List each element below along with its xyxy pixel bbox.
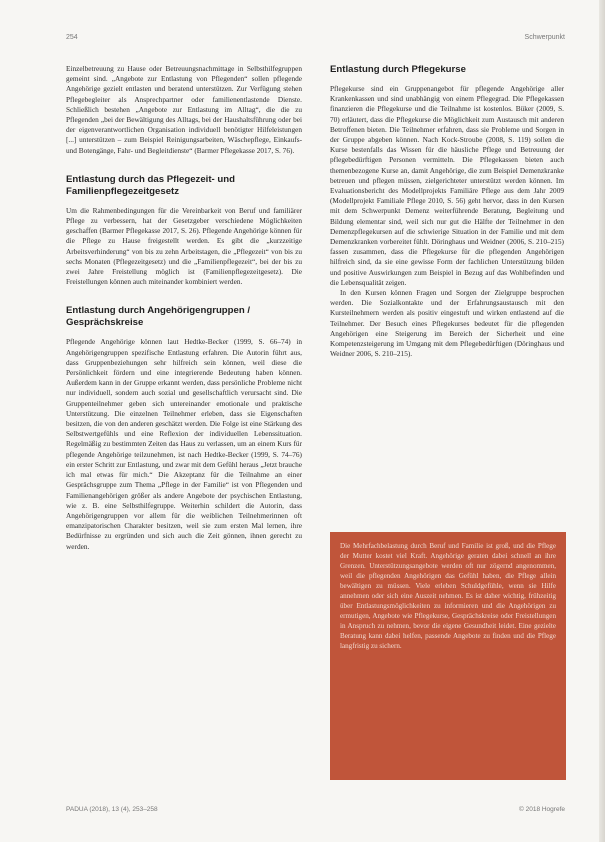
right-column (330, 64, 564, 359)
page-header (66, 34, 565, 46)
heading-angehoerigengruppen: Entlastung durch Angehörigengruppen / Gesprächskreise (66, 305, 251, 329)
heading-pflegekurse: Entlastung durch Pflegekurse (330, 64, 466, 75)
paragraph-pflegezeitgesetz: Um die Rahmenbedingungen für die Vereinbarkeit von Beruf und familiärer Pflege zu verbessern, hat der Gesetzgeber verschiedene Möglichkeiten geschaffen (Barmer Pflegekasse 2017, S. 26). Pflegende Angehörige können für die Pflege zu Hause freigestellt werden. Es gibt die „kurzzeitige Arbeitsverhinderung“ von bis zu zehn Arbeitstagen, die „Pflegezeit“ von bis zu sechs Monaten (Pflegezeitgesetz) und die „Familienpflegezeit“, bei der bis zu zwei Jahre Freistellung möglich ist (Familienpflegezeitgesetz). Die Freistellungen können auch miteinander kombiniert werden. (66, 205, 302, 287)
section-label: Schwerpunkt (524, 34, 565, 41)
left-column (66, 64, 302, 552)
intro-paragraph: Einzelbetreuung zu Hause oder Betreuungsnachmittage in Selbsthilfegruppen gemeint sind. „Angebote zur Entlastung von Pflegenden“ sollen pflegende Angehörige gezielt entlasten und beratend unterstützen. Zur Verfügung stehen Pflegebegleiter als Ansprechpartner oder familienentlastende Dienste. Schließlich bestehen „Angebote zur Entlastung im Alltag“, die die zu Pflegenden „bei der Bewältigung des Alltags, bei der Haushaltsführung oder bei der eigenverantwortlichen Organisation individuell benötigter Hilfeleistungen [...] unterstützen – zum Beispiel Reinigungsarbeiten, Wäschepflege, Einkaufs- und Botengänge, Fahr- und Begleitdienste“ (Barmer Pflegekasse 2017, S. 76). (66, 64, 302, 155)
callout-box (330, 532, 566, 780)
paragraph-angehoerigengruppen: Pflegende Angehörige können laut Hedtke-Becker (1999, S. 66–74) in Angehörigengruppen spezifische Entlastung erfahren. Die Autorin führt aus, dass Gruppenbeziehungen sehr hilfreich sein können, weil diese die Persönlichkeit fördern und eine integrierende Bedeutung haben können. Außerdem kann in der Gruppe erkannt werden, dass persönliche Probleme nicht nur individuell, sondern auch sozial und gesellschaftlich verursacht sind. Die Gruppenteilnehmer geben sich untereinander emotionale und praktische Unterstützung. Die einzelnen Teilnehmer erleben, dass sie Eigenschaften besitzen, die von den anderen geschätzt werden. Die Folge ist eine Stärkung des Selbstwertgefühls und eine Reflexion der individuellen Lebenssituation. Regelmäßig zu bestimmten Zeiten das Haus zu verlassen, um an einem Kurs für pflegende Angehörige teilzunehmen, ist nach Hedtke-Becker (1999, S. 74–76) ein erster Schritt zur Entlastung, und zwar mit dem Gefühl heraus „Jetzt brauche ich mal etwas für mich.“ Die Akzeptanz für die Teilnahme an einer Gesprächsgruppe zum Thema „Pflege in der Familie“ ist von Pflegenden und Familienangehörigen größer als andere Angebote der psychischen Entlastung, wie z. B. eine Selbsthilfegruppe. Weiterhin schildert die Autorin, dass Angehörigengruppen vor allem für die weiblichen Teilnehmerinnen oft emanzipatorischen Charakter besitzen, weil sie zum ersten Mal lernen, ihre Bedürfnisse zu ergründen und sich auch die Zeit gönnen, ihnen gerecht zu werden. (66, 337, 302, 551)
page-edge-shadow (599, 0, 605, 842)
page-number: 254 (66, 34, 78, 41)
heading-pflegezeitgesetz: Entlastung durch das Pflegezeit- und Familienpflegezeitgesetz (66, 173, 235, 197)
footer-citation: PADUA (2018), 13 (4), 253–258 (66, 806, 158, 813)
paragraph-pflegekurse-1: Pflegekurse sind ein Gruppenangebot für pflegende Angehörige aller Krankenkassen und sind unabhängig von einem Pflegegrad. Die Pflegekassen finanzieren die Pflegekurse und die Teilnahme ist kostenlos. Büker (2009, S. 70) erläutert, dass die Pflegekurse die Möglichkeit zum Austausch mit anderen Betroffenen bieten. Die Teilnehmer erfahren, dass sie Probleme und Sorgen in der Gruppe abgeben können. Nach Kock-Stroube (2008, S. 119) sollen die Kurse bestenfalls das Wissen für die häusliche Pflege und Betreuung der pflegebedürftigen Personen vermitteln. Die Pflegekassen bieten auch themenbezogene Kurse an, damit Angehörige, die zum Beispiel Demenzkranke betreuen und pflegen müssen, zielgerichteter unterstützt werden können. Im Evaluationsbericht des Modellprojekts Familiäre Pflege aus dem Jahr 2009 (Modellprojekt Familiale Pflege 2010, S. 56) geht hervor, dass in den Kursen mit dem Schwerpunkt Demenz weiterführende Beratung, Begleitung und Bildung elementar sind, weil sich nur gut die Hälfte der Teilnehmer in den Demenzpflegekursen auf die schwierige Situation in der Familie und mit dem Demenzkranken vorbereitet fühlt. Döringhaus und Weidner (2006, S. 210–215) fassen zusammen, dass die Pflegekurse für die pflegenden Angehörigen hilfreich sind, da sie eine gewisse Form der fachlichen Unterstützung bilden und positive Auswirkungen zum Beispiel in Bezug auf das Wohlbefinden und die Lebensqualität zeigen. (330, 84, 564, 287)
paragraph-pflegekurse-2: In den Kursen können Fragen und Sorgen der Zielgruppe besprochen werden. Die Sozialkontakte und der Erfahrungsaustausch mit den Kursteilnehmern werden als positiv eingestuft und wirken entlastend auf die Teilnehmer. Der Besuch eines Pflegekurses bedeutet für die pflegenden Angehörigen eine Steigerung im Bereich der Sicherheit und eine Kompetenzsteigerung im Umgang mit dem Pflegebedürftigen (Döringhaus und Weidner 2006, S. 210–215). (330, 288, 564, 359)
callout-text: Die Mehrfachbelastung durch Beruf und Familie ist groß, und die Pflege der Mutter kostet viel Kraft. Angehörige geraten dabei schnell an ihre Grenzen. Unterstützungsangebote werden oft nur zögernd angenommen, weil die pflegenden Angehörigen das Gefühl haben, die Pflege allein bewältigen zu müssen. Viele erleben Schuldgefühle, wenn sie Hilfe annehmen oder sich eine Auszeit nehmen. Es ist daher wichtig, frühzeitig über Entlastungsmöglichkeiten zu informieren und die Angehörigen zu ermutigen, Angebote wie Pflegekurse, Gesprächskreise oder Freistellungen in Anspruch zu nehmen, bevor die eigene Gesundheit leidet. Eine gezielte Beratung kann dabei helfen, passende Angebote zu finden und die Pflege langfristig zu sichern. (340, 542, 556, 650)
footer-copyright: © 2018 Hogrefe (519, 806, 565, 813)
